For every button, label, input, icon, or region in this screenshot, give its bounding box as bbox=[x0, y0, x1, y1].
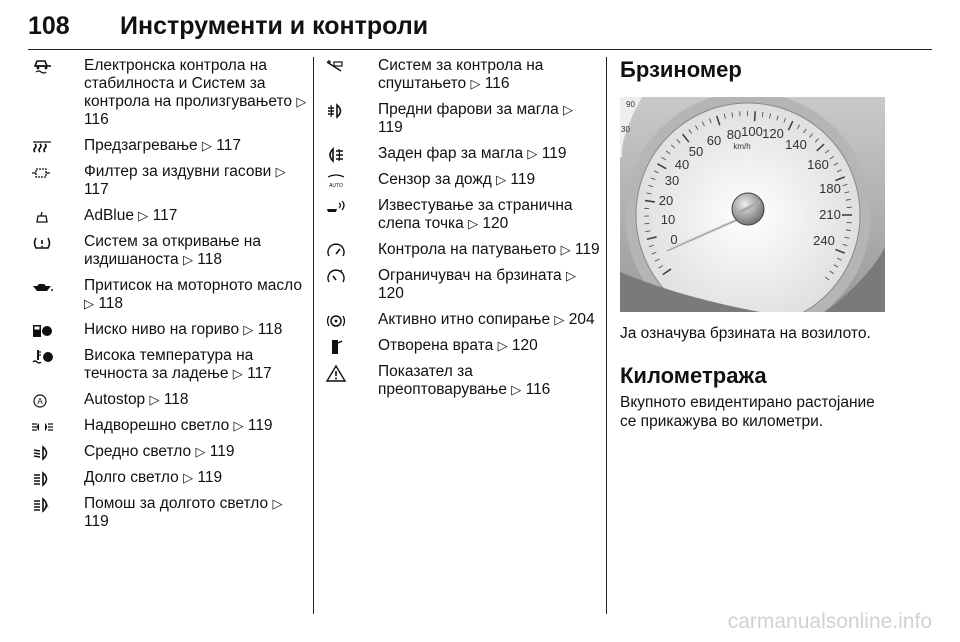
stability-control-icon bbox=[30, 58, 58, 76]
indicator-label: Autostop bbox=[84, 391, 146, 408]
indicator-entry bbox=[28, 347, 308, 383]
page-reference-arrow-icon: ▷ bbox=[527, 146, 538, 161]
indicator-label: Известување за странична слепа точка bbox=[378, 197, 573, 232]
gauge-scale-label: 20 bbox=[658, 193, 674, 208]
header-rule bbox=[28, 49, 932, 50]
page-reference-link[interactable]: 117 bbox=[247, 365, 272, 382]
indicator-entry bbox=[28, 417, 308, 435]
indicator-label: Висока температура на течноста за ладење bbox=[84, 347, 254, 382]
tyre-pressure-icon bbox=[30, 234, 58, 252]
page-number: 108 bbox=[28, 12, 70, 40]
gauge-scale-label: 60 bbox=[706, 133, 722, 148]
speedometer-heading: Брзиномер bbox=[620, 57, 742, 82]
indicator-entry bbox=[28, 443, 308, 461]
page-reference-arrow-icon: ▷ bbox=[468, 216, 479, 231]
page-reference-arrow-icon: ▷ bbox=[201, 138, 212, 153]
indicator-entry bbox=[28, 137, 308, 155]
watermark: carmanualsonline.info bbox=[727, 610, 932, 633]
indicator-entry bbox=[28, 391, 308, 409]
indicator-entry bbox=[322, 101, 600, 137]
side-scale-label-30: 30 bbox=[621, 125, 630, 134]
gauge-scale-label: 140 bbox=[785, 137, 807, 152]
door-open-icon bbox=[324, 338, 352, 356]
preheating-icon bbox=[30, 138, 58, 156]
side-scale-label-90: 90 bbox=[626, 100, 635, 109]
indicator-label: Активно итно сопирање bbox=[378, 311, 551, 328]
indicator-list-middle bbox=[322, 57, 600, 407]
oil-can-icon bbox=[30, 278, 58, 296]
column-divider-1 bbox=[313, 57, 314, 614]
indicator-entry bbox=[322, 363, 600, 399]
indicator-list-left bbox=[28, 57, 308, 539]
page-reference-arrow-icon: ▷ bbox=[243, 322, 254, 337]
gauge-scale-label: 160 bbox=[807, 157, 829, 172]
gauge-scale-label: 210 bbox=[819, 207, 841, 222]
indicator-label: Сензор за дожд bbox=[378, 171, 492, 188]
indicator-label: Долго светло bbox=[84, 469, 179, 486]
emergency-braking-icon bbox=[324, 312, 352, 330]
indicator-entry bbox=[28, 163, 308, 199]
page-reference-link[interactable]: 119 bbox=[84, 513, 109, 530]
page-reference-link[interactable]: 120 bbox=[511, 337, 538, 354]
indicator-label: Филтер за издувни гасови bbox=[84, 163, 272, 180]
speedometer-caption: Ја означува брзината на возилото. bbox=[620, 325, 871, 342]
gauge-scale-label: 80 bbox=[726, 127, 742, 142]
page-reference-arrow-icon: ▷ bbox=[470, 76, 481, 91]
speed-unit: km/h bbox=[733, 142, 751, 151]
indicator-entry bbox=[28, 495, 308, 531]
speed-limiter-icon bbox=[324, 268, 352, 286]
rear-fog-icon bbox=[324, 146, 352, 164]
indicator-label: Електронска контрола на стабилноста и Систем за контрола на пролизгувањето bbox=[84, 57, 293, 110]
page-reference-arrow-icon: ▷ bbox=[138, 208, 149, 223]
exhaust-filter-icon bbox=[30, 164, 58, 182]
gauge-scale-label: 100 bbox=[741, 124, 763, 139]
indicator-entry bbox=[322, 171, 600, 189]
svg-text:A: A bbox=[37, 397, 43, 406]
gauge-scale-label: 30 bbox=[664, 173, 680, 188]
gauge-scale-label: 0 bbox=[670, 232, 678, 247]
indicator-label: Систем за контрола на спуштањето bbox=[378, 57, 544, 92]
indicator-entry bbox=[322, 337, 600, 355]
odometer-heading: Километража bbox=[620, 363, 767, 388]
hill-descent-icon bbox=[324, 58, 352, 76]
gauge-scale-label: 10 bbox=[660, 212, 676, 227]
page-reference-arrow-icon: ▷ bbox=[183, 470, 194, 485]
page-reference-link[interactable]: 116 bbox=[484, 75, 510, 92]
page-reference-link[interactable]: 204 bbox=[568, 311, 595, 328]
indicator-entry bbox=[322, 145, 600, 163]
indicator-label: Помош за долгото светло bbox=[84, 495, 269, 512]
indicator-entry bbox=[28, 321, 308, 339]
side-lights-icon bbox=[30, 418, 58, 436]
indicator-entry bbox=[28, 57, 308, 129]
page-reference-arrow-icon: ▷ bbox=[233, 418, 244, 433]
front-fog-icon bbox=[324, 102, 352, 120]
page-reference-link[interactable]: 117 bbox=[152, 207, 178, 224]
page-reference-link[interactable]: 116 bbox=[525, 381, 551, 398]
page-reference-link[interactable]: 119 bbox=[209, 443, 235, 460]
odometer-text: Вкупното евидентирано растојание се прикажува во километри. bbox=[620, 394, 875, 430]
gauge-scale-label: 240 bbox=[813, 233, 835, 248]
page-reference-arrow-icon: ▷ bbox=[497, 338, 508, 353]
indicator-entry bbox=[322, 241, 600, 259]
cruise-control-icon bbox=[324, 242, 352, 260]
page-reference-link[interactable]: 118 bbox=[98, 295, 124, 312]
page-reference-arrow-icon: ▷ bbox=[563, 102, 574, 117]
indicator-label: Надворешно светло bbox=[84, 417, 230, 434]
page-header bbox=[28, 12, 932, 50]
overload-warning-icon bbox=[324, 364, 352, 382]
indicator-label: Притисок на моторното масло bbox=[84, 277, 302, 294]
page-reference-arrow-icon: ▷ bbox=[232, 366, 243, 381]
page-reference-link[interactable]: 120 bbox=[378, 285, 404, 302]
page-reference-link[interactable]: 120 bbox=[482, 215, 509, 232]
autostop-icon bbox=[30, 392, 58, 410]
page-reference-link[interactable]: 119 bbox=[378, 119, 403, 136]
indicator-label: Ниско ниво на гориво bbox=[84, 321, 240, 338]
page-reference-arrow-icon: ▷ bbox=[511, 382, 522, 397]
indicator-entry bbox=[322, 311, 600, 329]
gauge-scale-label: 50 bbox=[688, 144, 704, 159]
page-reference-arrow-icon: ▷ bbox=[554, 312, 565, 327]
page-reference-arrow-icon: ▷ bbox=[496, 172, 507, 187]
page-reference-link[interactable]: 118 bbox=[197, 251, 223, 268]
indicator-entry bbox=[28, 233, 308, 269]
page-reference-arrow-icon: ▷ bbox=[560, 242, 571, 257]
page-reference-arrow-icon: ▷ bbox=[182, 252, 193, 267]
indicator-entry bbox=[322, 267, 600, 303]
coolant-temperature-icon bbox=[30, 348, 58, 366]
indicator-label: Предзагревање bbox=[84, 137, 198, 154]
indicator-label: Средно светло bbox=[84, 443, 192, 460]
indicator-label: Систем за откривање на издишаноста bbox=[84, 233, 261, 268]
gauge-scale-label: 40 bbox=[674, 157, 690, 172]
page-reference-arrow-icon: ▷ bbox=[84, 296, 94, 311]
indicator-entry bbox=[28, 469, 308, 487]
page-reference-link[interactable]: 119 bbox=[541, 145, 567, 162]
page-reference-link[interactable]: 119 bbox=[574, 241, 600, 258]
page-reference-arrow-icon: ▷ bbox=[566, 268, 576, 283]
low-beam-icon bbox=[30, 444, 58, 462]
speedometer-text bbox=[620, 324, 890, 431]
gauge-scale-label: 120 bbox=[762, 126, 784, 141]
indicator-label: Контрола на патувањето bbox=[378, 241, 557, 258]
rain-sensor-icon bbox=[324, 172, 352, 190]
page-reference-arrow-icon: ▷ bbox=[272, 496, 283, 511]
page-reference-link[interactable]: 118 bbox=[257, 321, 283, 338]
blind-spot-icon bbox=[324, 198, 352, 216]
indicator-entry bbox=[28, 207, 308, 225]
speedometer-image bbox=[620, 97, 885, 312]
svg-text:AUTO: AUTO bbox=[329, 183, 343, 189]
high-beam-assist-icon bbox=[30, 496, 58, 514]
page-reference-link[interactable]: 117 bbox=[216, 137, 241, 154]
indicator-label: Показател за преоптоварување bbox=[378, 363, 507, 398]
fuel-pump-icon bbox=[30, 322, 58, 340]
indicator-label: Ограничувач на брзината bbox=[378, 267, 562, 284]
page-reference-link[interactable]: 119 bbox=[197, 469, 223, 486]
speedometer-section bbox=[620, 57, 888, 83]
page-reference-link[interactable]: 118 bbox=[163, 391, 189, 408]
page-reference-arrow-icon: ▷ bbox=[275, 164, 286, 179]
page-reference-link[interactable]: 119 bbox=[510, 171, 536, 188]
indicator-label: Предни фарови за магла bbox=[378, 101, 559, 118]
adblue-icon bbox=[30, 208, 58, 226]
gauge-tick bbox=[755, 111, 756, 121]
page-reference-arrow-icon: ▷ bbox=[296, 94, 307, 109]
gauge-scale-label: 180 bbox=[819, 181, 841, 196]
indicator-entry bbox=[322, 197, 600, 233]
page-reference-link[interactable]: 116 bbox=[84, 111, 109, 128]
page-reference-arrow-icon: ▷ bbox=[149, 392, 160, 407]
column-divider-2 bbox=[606, 57, 607, 614]
page-reference-arrow-icon: ▷ bbox=[195, 444, 206, 459]
indicator-label: Отворена врата bbox=[378, 337, 494, 354]
high-beam-icon bbox=[30, 470, 58, 488]
indicator-entry bbox=[28, 277, 308, 313]
page-title: Инструменти и контроли bbox=[120, 12, 429, 40]
indicator-entry bbox=[322, 57, 600, 93]
page-reference-link[interactable]: 117 bbox=[84, 181, 109, 198]
page-reference-link[interactable]: 119 bbox=[247, 417, 273, 434]
indicator-label: AdBlue bbox=[84, 207, 134, 224]
indicator-label: Заден фар за магла bbox=[378, 145, 524, 162]
svg-text:A: A bbox=[44, 503, 49, 510]
